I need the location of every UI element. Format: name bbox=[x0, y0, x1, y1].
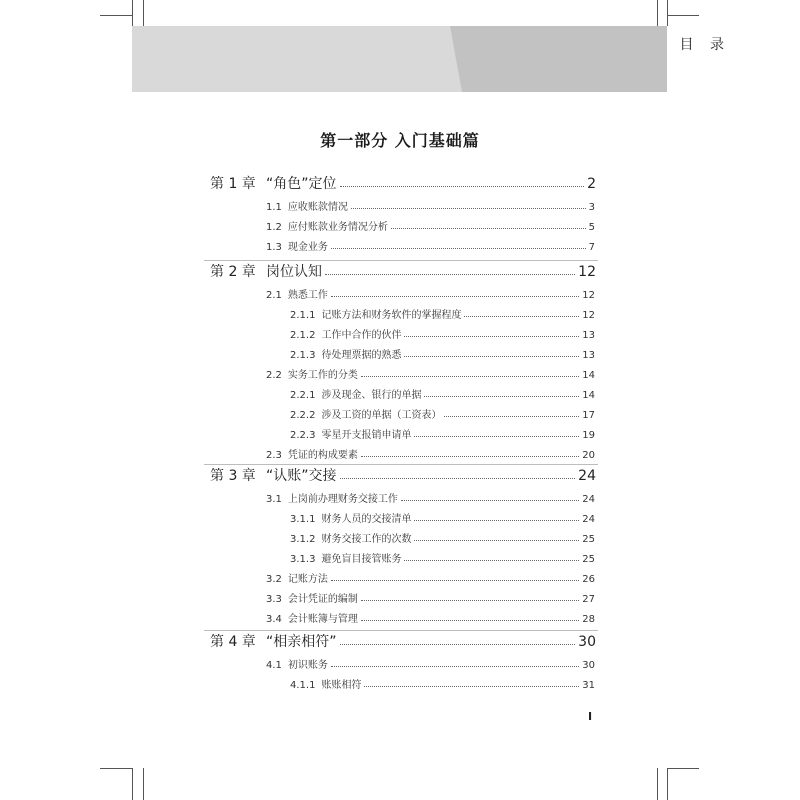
toc-subsection-entry[interactable] bbox=[290, 406, 595, 421]
section-title: 应付账款业务情况分析 bbox=[287, 222, 388, 233]
section-number: 2.1 bbox=[266, 290, 282, 301]
leader-dots bbox=[340, 478, 576, 479]
leader-dots bbox=[414, 540, 579, 541]
section-page: 24 bbox=[582, 494, 595, 505]
section-title: 实务工作的分类 bbox=[287, 370, 358, 381]
section-number: 4.1.1 bbox=[290, 680, 316, 691]
section-title: 工作中合作的伙伴 bbox=[321, 330, 402, 341]
section-page: 19 bbox=[582, 430, 595, 441]
section-page: 24 bbox=[582, 514, 595, 525]
section-title: 记账方法和财务软件的掌握程度 bbox=[321, 310, 462, 321]
toc-subsection-entry[interactable] bbox=[290, 346, 595, 361]
section-page: 13 bbox=[582, 330, 595, 341]
section-title: 零星开支报销申请单 bbox=[321, 430, 412, 441]
section-title: 财务人员的交接清单 bbox=[321, 514, 412, 525]
section-number: 2.2.3 bbox=[290, 430, 316, 441]
section-page: 25 bbox=[582, 554, 595, 565]
toc-section-entry[interactable] bbox=[266, 446, 595, 461]
section-number: 1.1 bbox=[266, 202, 282, 213]
section-page: 13 bbox=[582, 350, 595, 361]
leader-dots bbox=[414, 520, 579, 521]
toc-section-entry[interactable] bbox=[266, 198, 595, 213]
section-page: 28 bbox=[582, 614, 595, 625]
toc-subsection-entry[interactable] bbox=[290, 550, 595, 565]
chapter-title: 岗位认知 bbox=[266, 264, 322, 280]
section-number: 3.4 bbox=[266, 614, 282, 625]
section-number: 3.2 bbox=[266, 574, 282, 585]
toc-section-entry[interactable] bbox=[266, 286, 595, 301]
section-title: 现金业务 bbox=[287, 242, 328, 253]
section-number: 3.1 bbox=[266, 494, 282, 505]
toc-subsection-entry[interactable] bbox=[290, 426, 595, 441]
section-number: 1.2 bbox=[266, 222, 282, 233]
section-title: 财务交接工作的次数 bbox=[321, 534, 412, 545]
toc-subsection-entry[interactable] bbox=[290, 386, 595, 401]
section-title: 熟悉工作 bbox=[287, 290, 328, 301]
section-number: 4.1 bbox=[266, 660, 282, 671]
toc-subsection-entry[interactable] bbox=[290, 306, 595, 321]
leader-dots bbox=[340, 644, 576, 645]
section-number: 3.1.2 bbox=[290, 534, 316, 545]
toc-subsection-entry[interactable] bbox=[290, 510, 595, 525]
section-title: 上岗前办理财务交接工作 bbox=[287, 494, 398, 505]
section-page: 17 bbox=[582, 410, 595, 421]
toc-section-entry[interactable] bbox=[266, 610, 595, 625]
section-page: 3 bbox=[588, 202, 595, 213]
toc-section-entry[interactable] bbox=[266, 238, 595, 253]
toc-chapter-entry[interactable] bbox=[210, 173, 596, 193]
section-number: 2.2.1 bbox=[290, 390, 316, 401]
chapter-title: “相亲相符” bbox=[266, 634, 337, 650]
leader-dots bbox=[331, 248, 586, 249]
toc-subsection-entry[interactable] bbox=[290, 676, 595, 691]
section-page: 7 bbox=[588, 242, 595, 253]
toc-section-entry[interactable] bbox=[266, 590, 595, 605]
toc-subsection-entry[interactable] bbox=[290, 530, 595, 545]
section-title: 账账相符 bbox=[321, 680, 362, 691]
section-page: 14 bbox=[582, 390, 595, 401]
toc-section-entry[interactable] bbox=[266, 570, 595, 585]
chapter-page: 12 bbox=[578, 264, 596, 280]
section-number: 3.3 bbox=[266, 594, 282, 605]
section-title: 待处理票据的熟悉 bbox=[321, 350, 402, 361]
section-title: 会计账簿与管理 bbox=[287, 614, 358, 625]
section-title: 初识账务 bbox=[287, 660, 328, 671]
leader-dots bbox=[404, 560, 579, 561]
leader-dots bbox=[361, 620, 579, 621]
section-title: 避免盲目接管账务 bbox=[321, 554, 402, 565]
section-title: 凭证的构成要素 bbox=[287, 450, 358, 461]
toc-chapter-entry[interactable] bbox=[210, 465, 596, 485]
section-page: 14 bbox=[582, 370, 595, 381]
chapter-title: “角色”定位 bbox=[266, 176, 337, 192]
section-page: 30 bbox=[582, 660, 595, 671]
leader-dots bbox=[404, 356, 579, 357]
leader-dots bbox=[404, 336, 579, 337]
leader-dots bbox=[364, 686, 579, 687]
toc-section-entry[interactable] bbox=[266, 366, 595, 381]
leader-dots bbox=[331, 580, 579, 581]
chapter-title: “认账”交接 bbox=[266, 468, 337, 484]
leader-dots bbox=[361, 600, 579, 601]
leader-dots bbox=[325, 274, 575, 275]
leader-dots bbox=[351, 208, 586, 209]
section-page: 27 bbox=[582, 594, 595, 605]
section-number: 2.2.2 bbox=[290, 410, 316, 421]
leader-dots bbox=[331, 666, 579, 667]
toc-section-entry[interactable] bbox=[266, 218, 595, 233]
section-title: 涉及工资的单据（工资表） bbox=[321, 410, 442, 421]
section-title: 会计凭证的编制 bbox=[287, 594, 358, 605]
leader-dots bbox=[361, 376, 579, 377]
chapter-number: 第 4 章 bbox=[210, 634, 256, 650]
leader-dots bbox=[401, 500, 579, 501]
chapter-page: 2 bbox=[587, 176, 596, 192]
toc-section-entry[interactable] bbox=[266, 490, 595, 505]
leader-dots bbox=[424, 396, 579, 397]
section-number: 2.1.2 bbox=[290, 330, 316, 341]
chapter-page: 24 bbox=[578, 468, 596, 484]
leader-dots bbox=[464, 316, 579, 317]
section-number: 3.1.3 bbox=[290, 554, 316, 565]
section-page: 20 bbox=[582, 450, 595, 461]
section-number: 2.1.3 bbox=[290, 350, 316, 361]
leader-dots bbox=[391, 228, 586, 229]
section-page: 26 bbox=[582, 574, 595, 585]
section-page: 25 bbox=[582, 534, 595, 545]
section-number: 2.1.1 bbox=[290, 310, 316, 321]
section-number: 3.1.1 bbox=[290, 514, 316, 525]
section-title: 记账方法 bbox=[287, 574, 328, 585]
section-number: 1.3 bbox=[266, 242, 282, 253]
chapter-number: 第 3 章 bbox=[210, 468, 256, 484]
section-page: 5 bbox=[588, 222, 595, 233]
section-page: 31 bbox=[582, 680, 595, 691]
section-number: 2.2 bbox=[266, 370, 282, 381]
chapter-number: 第 1 章 bbox=[210, 176, 256, 192]
header-title: 目 录 bbox=[679, 37, 730, 53]
section-page: 12 bbox=[582, 290, 595, 301]
section-title: 涉及现金、银行的单据 bbox=[321, 390, 422, 401]
chapter-number: 第 2 章 bbox=[210, 264, 256, 280]
section-title: 应收账款情况 bbox=[287, 202, 348, 213]
page-number: I bbox=[588, 710, 593, 723]
toc-chapter-entry[interactable] bbox=[210, 261, 596, 281]
toc-section-entry[interactable] bbox=[266, 656, 595, 671]
toc-chapter-entry[interactable] bbox=[210, 631, 596, 651]
section-number: 2.3 bbox=[266, 450, 282, 461]
chapter-page: 30 bbox=[578, 634, 596, 650]
leader-dots bbox=[414, 436, 579, 437]
part-title: 第一部分 入门基础篇 bbox=[320, 131, 480, 150]
leader-dots bbox=[361, 456, 579, 457]
section-page: 12 bbox=[582, 310, 595, 321]
toc-subsection-entry[interactable] bbox=[290, 326, 595, 341]
leader-dots bbox=[331, 296, 579, 297]
leader-dots bbox=[340, 186, 585, 187]
leader-dots bbox=[444, 416, 579, 417]
